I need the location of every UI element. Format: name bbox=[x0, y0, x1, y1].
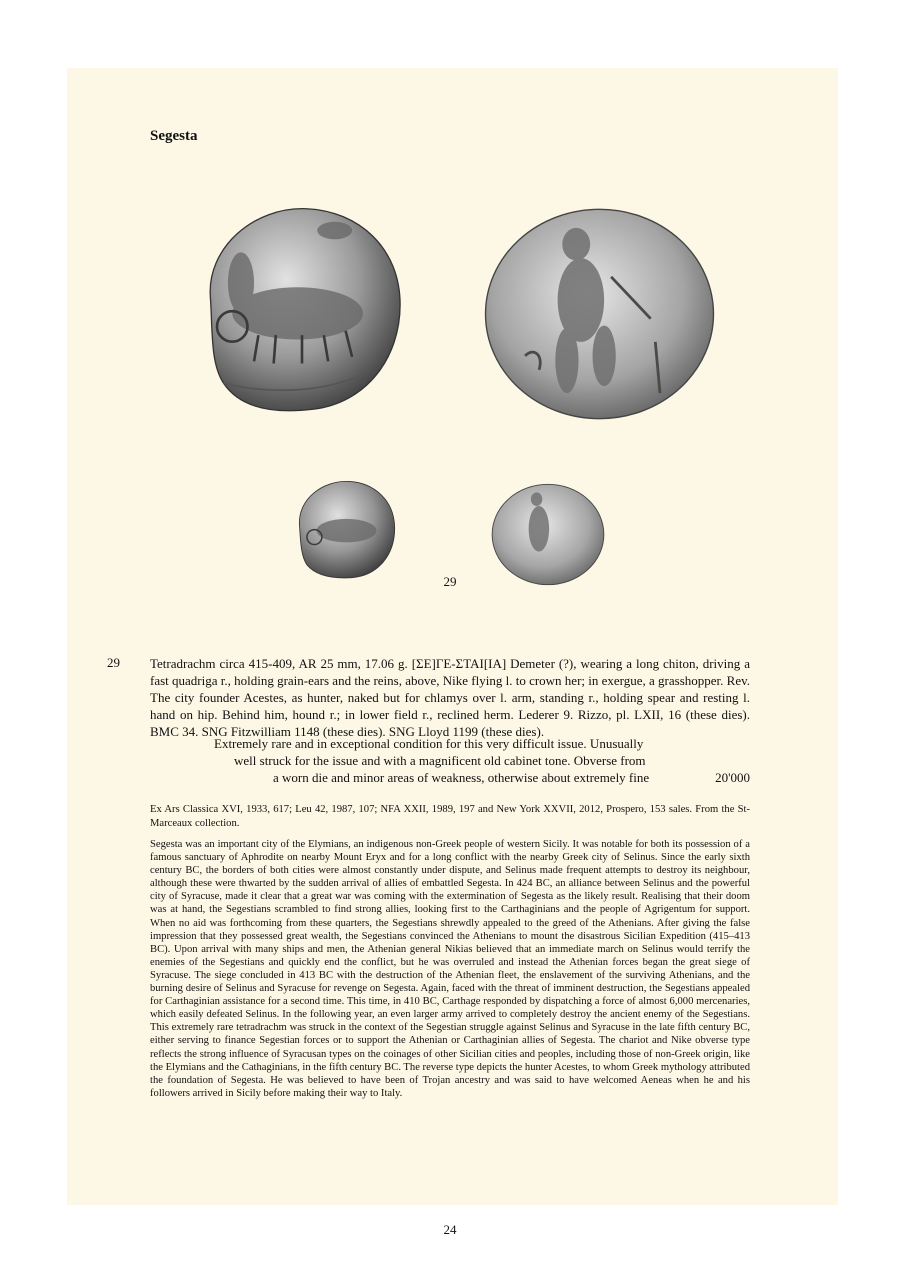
historical-note: Segesta was an important city of the Elymians, an indigenous non-Greek people of western Sicily. It was notable for both its possession of a famous sanctuary of Aphrodite on nearby Mount Eryx and for a long conflict with the nearby Greek city of Selinus. Since the early sixth century BC, the borders of both cities were almost constantly under dispute, and Selinus made frequent attempts to destroy its neighbour, although these were thwarted by the sudden arrival of allies of embattled Segesta. In 424 BC, an alliance between Selinus and the powerful city of Syracuse, made it clear that a great war was coming with the extermination of Segesta as the likely result. Realising that their doom was at hand, the Segestians scrambled to find strong allies, looking first to the Carthaginians and the people of Agrigentum for support. When no aid was forthcoming from these quarters, the Segestians shrewdly appealed to the greed of the Athenians. After giving the false impression that they possessed great wealth, the Segestians convinced the Athenians to mount the disastrous Sicilian Expedition (415–413 BC). Upon arrival with many ships and men, the Athenian general Nikias believed that an immediate march on Selinus would terrify the enemies of the Segestians and quickly end the conflict, but he was overruled and instead the Athenian forces began the great siege of Syracuse. The siege concluded in 413 BC with the destruction of the Athenian fleet, the enslavement of the surviving Athenians, and the burning desire of Selinus and Syracuse for revenge on Segesta. Again, faced with the threat of imminent destruction, the Segestians appealed for Carthaginian assistance for a second time. This time, in 410 BC, Carthage responded by dispatching a force of almost 6,000 mercenaries, which easily defeated Selinus. In the following year, an even larger army arrived to completely destroy the ancient enemy of the Segestians. This extremely rare tetradrachm was struck in the context of the Segestian struggle against Selinus and Syracuse in the late fifth century BC, either serving to finance Segestian forces or to support the Athenian or Carthaginian allies of Segesta. The chariot and Nike obverse type reflects the strong influence of Syracusan types on the coinages of other Sicilian cities and peoples, including those of non-Greek origin, like the Elymians and the Cathaginians, in the fifth century BC. The reverse type depicts the hunter Acestes, to whom Greek mythology attributed the foundation of Segesta. He was believed to have been of Trojan ancestry and was said to have welcomed Aeneas when he and his followers arrived in Sicily before making their way to Italy. bbox=[150, 839, 750, 1099]
condition-line-3: a worn die and minor areas of weakness, otherwise about extremely fine bbox=[273, 770, 650, 785]
estimate-price: 20'000 bbox=[715, 770, 750, 785]
lot-description: Tetradrachm circa 415-409, AR 25 mm, 17.06 g. [ΣE]ΓE-ΣTAI[IA] Demeter (?), wearing a long chiton, driving a fast quadriga r., holding grain-ears and the reins, above, Nike flying l. to crown her; in exergue, a grasshopper. Rev. The city founder Acestes, as hunter, naked but for chlamys over l. arm, standing r., holding spear and resting l. hand on hip. Behind him, hound r.; in lower field r., reclined herm. Lederer 9. Rizzo, pl. LXII, 16 (these dies). BMC 34. SNG Fitzwilliam 1148 (these dies). SNG Lloyd 1199 (these dies). bbox=[150, 656, 750, 740]
condition-line-2: well struck for the issue and with a magnificent old cabinet tone. Obverse from bbox=[234, 753, 646, 768]
coin-reverse-actual-size bbox=[491, 483, 605, 586]
image-caption-lot-number: 29 bbox=[443, 574, 457, 589]
coin-reverse-enlarged bbox=[483, 207, 716, 421]
condition-line-1: Extremely rare and in exceptional condition for this very difficult issue. Unusually bbox=[214, 736, 644, 751]
section-heading: Segesta bbox=[150, 128, 198, 144]
lot-number: 29 bbox=[107, 655, 120, 670]
provenance: Ex Ars Classica XVI, 1933, 617; Leu 42, 1987, 107; NFA XXII, 1989, 197 and New York XXVII, 2012, Prospero, 153 sales. From the St-Marceaux collection. bbox=[150, 804, 750, 829]
coin-obverse-enlarged bbox=[193, 200, 411, 418]
page-number: 24 bbox=[443, 1222, 457, 1237]
coin-obverse-actual-size bbox=[293, 477, 400, 580]
